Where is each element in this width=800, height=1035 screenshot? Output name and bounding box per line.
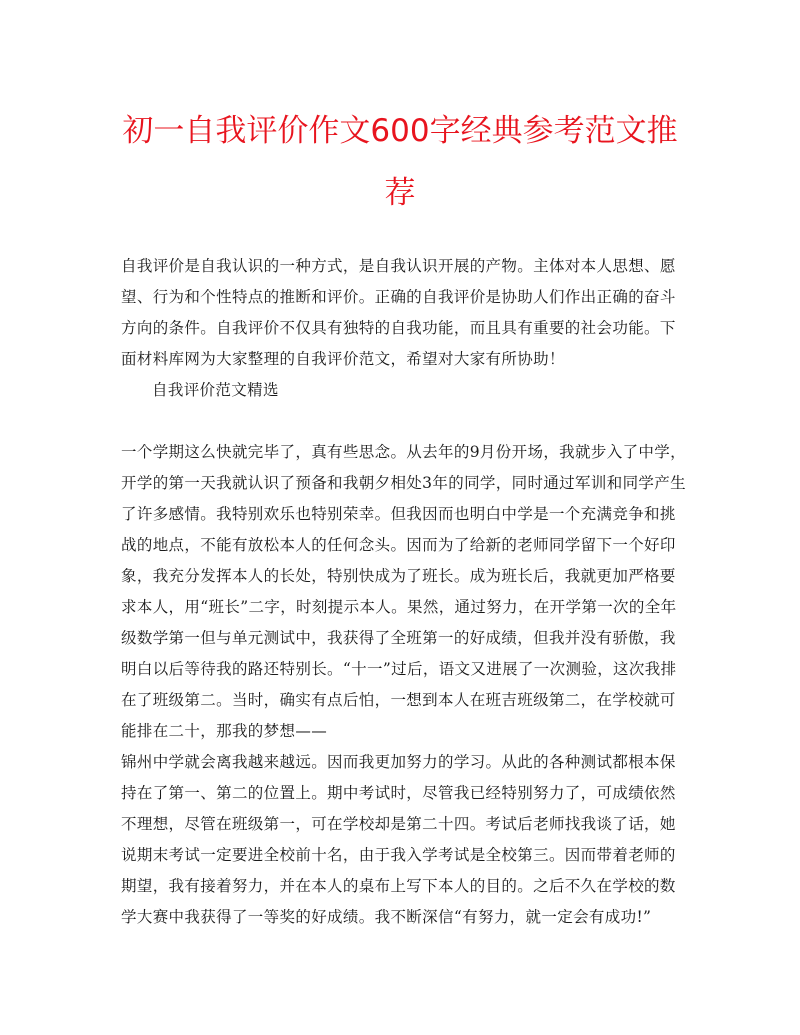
essay-paragraph bbox=[121, 437, 686, 933]
title-line: 初一自我评价作文600字经典参考范文推 bbox=[122, 113, 678, 149]
text-line: 级数学第一但与单元测试中，我获得了全班第一的好成绩，但我并没有骄傲，我 bbox=[121, 629, 676, 647]
text-line: 战的地点，不能有放松本人的任何念头。因而为了给新的老师同学留下一个好印 bbox=[121, 536, 676, 554]
text-line: 学大赛中我获得了一等奖的好成绩。我不断深信“有努力，就一定会有成功!” bbox=[121, 908, 652, 926]
text-line: 开学的第一天我就认识了预备和我朝夕相处3年的同学，同时通过军训和同学产生 bbox=[121, 474, 686, 492]
text-line: 方向的条件。自我评价不仅具有独特的自我功能，而且具有重要的社会功能。下 bbox=[121, 319, 676, 337]
text-line: 持在了第一、第二的位置上。期中考试时，尽管我已经特别努力了，可成绩依然 bbox=[121, 784, 676, 802]
text-line: 望、行为和个性特点的推断和评价。正确的自我评价是协助人们作出正确的奋斗 bbox=[121, 288, 676, 306]
text-line: 锦州中学就会离我越来越远。因而我更加努力的学习。从此的各种测试都根本保 bbox=[121, 753, 676, 771]
text-line: 在了班级第二。当时，确实有点后怕，一想到本人在班吉班级第二，在学校就可 bbox=[121, 691, 676, 709]
text-line: 说期末考试一定要进全校前十名，由于我入学考试是全校第三。因而带着老师的 bbox=[121, 846, 676, 864]
text-line: 面材料库网为大家整理的自我评价范文，希望对大家有所协助！ bbox=[121, 350, 565, 368]
intro-paragraph bbox=[121, 251, 681, 375]
text-line: 一个学期这么快就完毕了，真有些思念。从去年的9月份开场，我就步入了中学， bbox=[121, 443, 686, 461]
title-line: 荐 bbox=[384, 175, 416, 211]
text-line: 不理想，尽管在班级第一，可在学校却是第二十四。考试后老师找我谈了话，她 bbox=[121, 815, 676, 833]
subheading-text: 自我评价范文精选 bbox=[152, 381, 279, 399]
text-line: 了许多感情。我特别欢乐也特别荣幸。但我因而也明白中学是一个充满竞争和挑 bbox=[121, 505, 676, 523]
text-line: 求本人，用“班长”二字，时刻提示本人。果然，通过努力，在开学第一次的全年 bbox=[121, 598, 677, 616]
text-line: 明白以后等待我的路还特别长。“十一”过后，语文又进展了一次测验，这次我排 bbox=[121, 660, 677, 678]
section-subheading bbox=[121, 375, 681, 406]
text-line: 自我评价是自我认识的一种方式，是自我认识开展的产物。主体对本人思想、愿 bbox=[121, 257, 676, 275]
text-line: 象，我充分发挥本人的长处，特别快成为了班长。成为班长后，我就更加严格要 bbox=[121, 567, 676, 585]
text-line: 能排在二十，那我的梦想—— bbox=[121, 722, 328, 740]
document-title bbox=[110, 100, 690, 224]
text-line: 期望，我有接着努力，并在本人的桌布上写下本人的目的。之后不久在学校的数 bbox=[121, 877, 676, 895]
